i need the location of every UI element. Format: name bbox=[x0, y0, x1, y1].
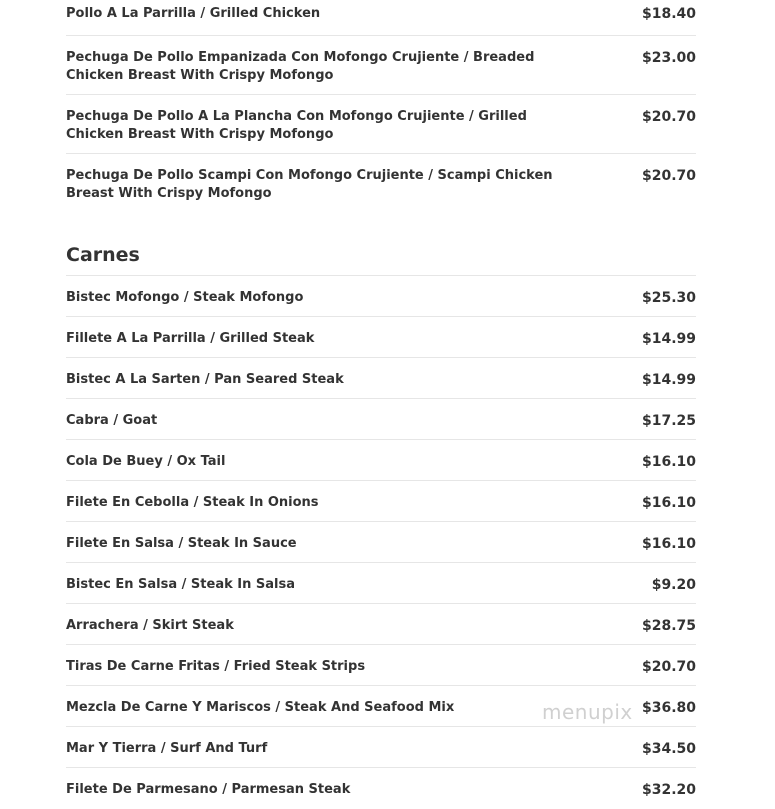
item-name: Pechuga De Pollo Empanizada Con Mofongo Crujiente / Breaded Chicken Breast With Crispy Mofongo bbox=[66, 50, 535, 83]
menu-item[interactable] bbox=[66, 563, 696, 604]
menu-item[interactable] bbox=[66, 358, 696, 399]
item-price: $18.40 bbox=[641, 6, 696, 22]
item-price: $23.00 bbox=[641, 50, 696, 66]
item-price: $25.30 bbox=[641, 290, 696, 306]
menu-item[interactable] bbox=[66, 36, 696, 95]
item-price: $14.99 bbox=[641, 372, 696, 388]
item-price: $20.70 bbox=[641, 109, 696, 125]
item-price: $14.99 bbox=[641, 331, 696, 347]
menu-item[interactable] bbox=[66, 276, 696, 317]
item-name: Filete De Parmesano / Parmesan Steak bbox=[66, 782, 351, 797]
item-price: $9.20 bbox=[651, 577, 696, 593]
item-name: Bistec En Salsa / Steak In Salsa bbox=[66, 577, 295, 592]
item-name: Filete En Cebolla / Steak In Onions bbox=[66, 495, 319, 510]
menu-item[interactable] bbox=[66, 95, 696, 154]
item-price: $36.80 bbox=[641, 700, 696, 716]
section-header-carnes bbox=[66, 213, 696, 276]
menu-item[interactable] bbox=[66, 604, 696, 645]
item-name: Tiras De Carne Fritas / Fried Steak Strips bbox=[66, 659, 366, 674]
menu-item[interactable] bbox=[66, 645, 696, 686]
watermark-logo: menupix bbox=[542, 700, 633, 724]
item-name: Arrachera / Skirt Steak bbox=[66, 618, 234, 633]
item-price: $17.25 bbox=[641, 413, 696, 429]
section-title: Carnes bbox=[66, 244, 140, 266]
item-name: Cola De Buey / Ox Tail bbox=[66, 454, 226, 469]
item-price: $16.10 bbox=[641, 495, 696, 511]
menu-item[interactable] bbox=[66, 317, 696, 358]
menu-item[interactable] bbox=[66, 0, 696, 36]
menu-item[interactable] bbox=[66, 522, 696, 563]
menu-item[interactable] bbox=[66, 727, 696, 768]
menu-item[interactable] bbox=[66, 440, 696, 481]
item-name: Pollo A La Parrilla / Grilled Chicken bbox=[66, 6, 321, 21]
item-name: Bistec Mofongo / Steak Mofongo bbox=[66, 290, 304, 305]
menu-list bbox=[66, 0, 696, 809]
item-price: $34.50 bbox=[641, 741, 696, 757]
item-name: Pechuga De Pollo A La Plancha Con Mofongo Crujiente / Grilled Chicken Breast With Crispy Mofongo bbox=[66, 109, 527, 142]
item-name: Mar Y Tierra / Surf And Turf bbox=[66, 741, 268, 756]
item-price: $20.70 bbox=[641, 659, 696, 675]
item-price: $20.70 bbox=[641, 168, 696, 184]
item-name: Pechuga De Pollo Scampi Con Mofongo Crujiente / Scampi Chicken Breast With Crispy Mofongo bbox=[66, 168, 553, 201]
item-price: $16.10 bbox=[641, 454, 696, 470]
menu-item[interactable] bbox=[66, 768, 696, 809]
menu-item[interactable] bbox=[66, 399, 696, 440]
item-name: Fillete A La Parrilla / Grilled Steak bbox=[66, 331, 315, 346]
item-name: Bistec A La Sarten / Pan Seared Steak bbox=[66, 372, 344, 387]
item-price: $16.10 bbox=[641, 536, 696, 552]
item-name: Cabra / Goat bbox=[66, 413, 158, 428]
item-price: $28.75 bbox=[641, 618, 696, 634]
menu-item[interactable] bbox=[66, 154, 696, 213]
menu-item[interactable] bbox=[66, 481, 696, 522]
item-name: Filete En Salsa / Steak In Sauce bbox=[66, 536, 297, 551]
item-name: Mezcla De Carne Y Mariscos / Steak And Seafood Mix bbox=[66, 700, 455, 715]
item-price: $32.20 bbox=[641, 782, 696, 798]
